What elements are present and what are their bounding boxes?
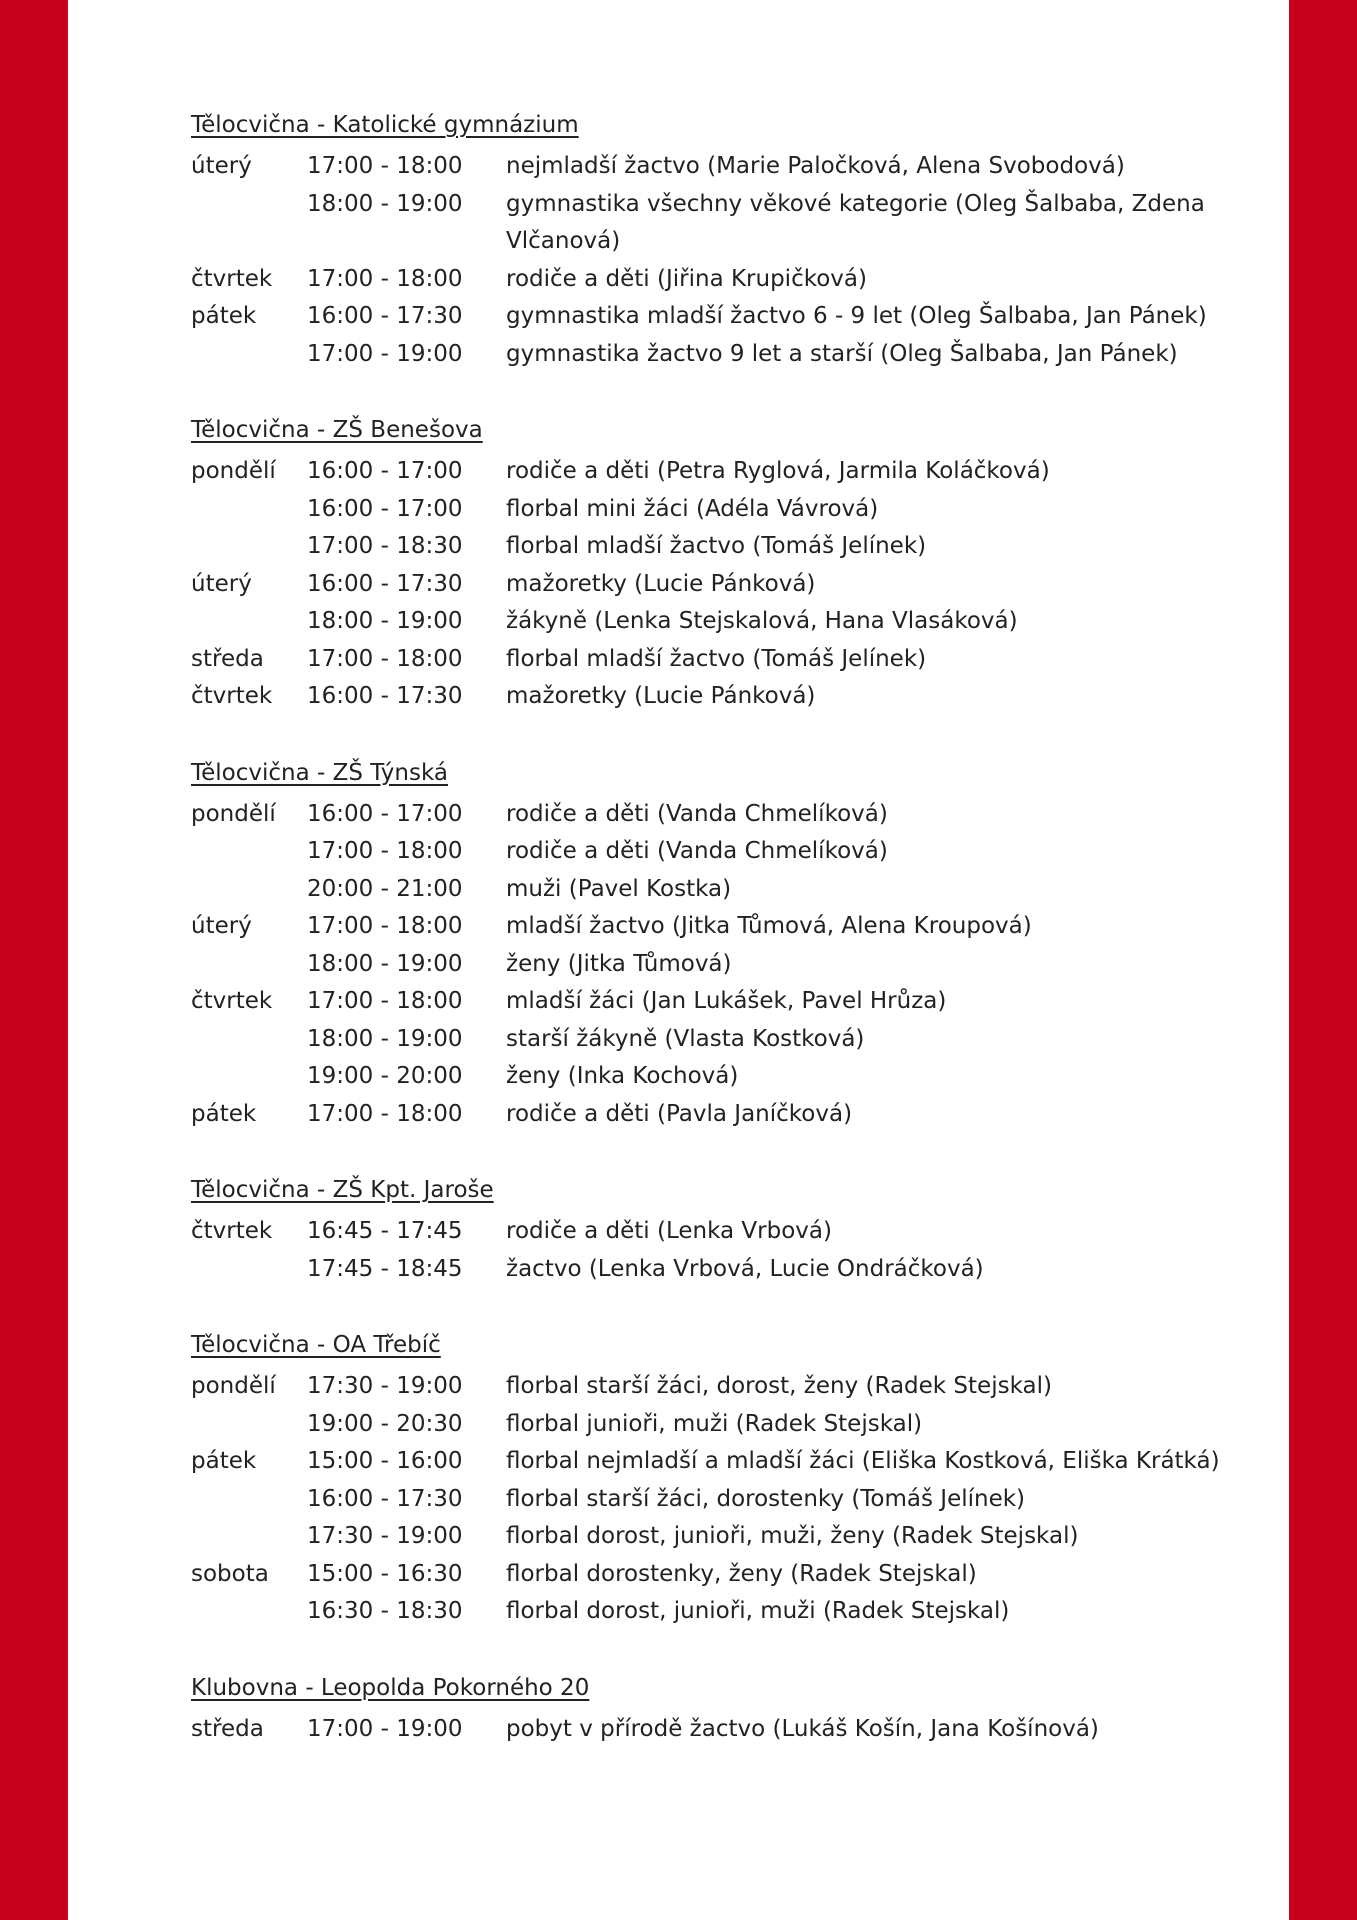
- description-cell: žactvo (Lenka Vrbová, Lucie Ondráčková): [506, 1255, 984, 1282]
- time-cell: 16:00 - 17:30: [307, 1485, 463, 1512]
- right-red-band: [1289, 0, 1357, 1920]
- schedule-row: [191, 1368, 1281, 1406]
- schedule-row: [191, 1481, 1281, 1519]
- description-cell: rodiče a děti (Lenka Vrbová): [506, 1218, 832, 1244]
- time-cell: 17:30 - 19:00: [307, 1523, 463, 1549]
- time-cell: 16:00 - 17:00: [307, 495, 463, 522]
- description-cell: florbal dorostenky, ženy (Radek Stejskal): [506, 1560, 977, 1587]
- day-cell: pátek: [191, 1448, 257, 1474]
- time-cell: 17:00 - 18:00: [307, 645, 463, 672]
- description-cell: žákyně (Lenka Stejskalová, Hana Vlasáková): [506, 608, 1018, 634]
- day-cell: sobota: [191, 1560, 269, 1587]
- day-cell: pondělí: [191, 1373, 276, 1399]
- description-cell: florbal mini žáci (Adéla Vávrová): [506, 495, 879, 522]
- time-cell: 17:00 - 18:00: [307, 838, 463, 864]
- schedule-row: [191, 336, 1281, 374]
- schedule-row: [191, 871, 1281, 909]
- time-cell: 16:00 - 17:00: [307, 458, 463, 484]
- schedule-row: [191, 946, 1281, 984]
- schedule-row: [191, 1096, 1281, 1134]
- schedule-row: [191, 566, 1281, 604]
- time-cell: 17:00 - 18:00: [307, 1100, 463, 1127]
- schedule-row: [191, 983, 1281, 1021]
- day-cell: pátek: [191, 303, 257, 329]
- description-cell: florbal dorost, junioři, muži, ženy (Radek Stejskal): [506, 1523, 1079, 1549]
- description-cell: mažoretky (Lucie Pánková): [506, 683, 816, 709]
- time-cell: 16:00 - 17:30: [307, 570, 463, 597]
- description-cell: mažoretky (Lucie Pánková): [506, 570, 816, 597]
- time-cell: 16:00 - 17:00: [307, 800, 463, 827]
- description-cell: rodiče a děti (Vanda Chmelíková): [506, 838, 888, 864]
- schedule-section: [191, 1177, 1281, 1288]
- time-cell: 20:00 - 21:00: [307, 875, 463, 902]
- time-cell: 18:00 - 19:00: [307, 608, 463, 634]
- schedule-row: [191, 1711, 1281, 1749]
- time-cell: 16:00 - 17:30: [307, 303, 463, 329]
- description-cell: pobyt v přírodě žactvo (Lukáš Košín, Jana Košínová): [506, 1715, 1099, 1742]
- description-cell: muži (Pavel Kostka): [506, 875, 732, 902]
- schedule-row: [191, 1213, 1281, 1251]
- schedule-row: [191, 1021, 1281, 1059]
- description-cell: ženy (Jitka Tůmová): [506, 950, 732, 977]
- description-cell: florbal dorost, junioři, muži (Radek Stejskal): [506, 1598, 1010, 1624]
- time-cell: 15:00 - 16:30: [307, 1560, 463, 1587]
- description-cell: ženy (Inka Kochová): [506, 1063, 739, 1089]
- time-cell: 16:00 - 17:30: [307, 683, 463, 709]
- description-cell: starší žákyně (Vlasta Kostková): [506, 1025, 865, 1052]
- schedule-section: [191, 1675, 1281, 1749]
- section-title: Tělocvična - ZŠ Benešova: [191, 417, 483, 443]
- schedule-row: [191, 1556, 1281, 1594]
- day-cell: středa: [191, 1715, 264, 1742]
- description-cell: gymnastika žactvo 9 let a starší (Oleg Šalbaba, Jan Pánek): [506, 340, 1178, 367]
- schedule-row: [191, 678, 1281, 716]
- left-red-band: [0, 0, 68, 1920]
- time-cell: 18:00 - 19:00: [307, 1025, 463, 1052]
- section-title: Tělocvična - ZŠ Týnská: [191, 759, 448, 786]
- description-cell: florbal mladší žactvo (Tomáš Jelínek): [506, 645, 927, 672]
- description-cell: rodiče a děti (Jiřina Krupičková): [506, 265, 867, 292]
- day-cell: čtvrtek: [191, 265, 273, 292]
- day-cell: úterý: [191, 570, 252, 597]
- day-cell: čtvrtek: [191, 988, 273, 1014]
- schedule-row: [191, 1443, 1281, 1481]
- time-cell: 19:00 - 20:30: [307, 1410, 463, 1437]
- schedule-section: [191, 112, 1281, 373]
- description-cell: nejmladší žactvo (Marie Paločková, Alena Svobodová): [506, 153, 1125, 179]
- time-cell: 17:00 - 18:00: [307, 265, 463, 292]
- schedule-row: [191, 528, 1281, 566]
- description-cell: florbal mladší žactvo (Tomáš Jelínek): [506, 533, 927, 559]
- time-cell: 17:45 - 18:45: [307, 1255, 463, 1282]
- day-cell: pondělí: [191, 800, 276, 827]
- time-cell: 17:00 - 18:00: [307, 988, 463, 1014]
- time-cell: 18:00 - 19:00: [307, 190, 463, 217]
- day-cell: čtvrtek: [191, 683, 273, 709]
- day-cell: čtvrtek: [191, 1218, 273, 1244]
- time-cell: 17:30 - 19:00: [307, 1373, 463, 1399]
- description-cell: gymnastika všechny věkové kategorie (Oleg Šalbaba, Zdena Vlčanová): [506, 190, 1205, 254]
- description-cell: mladší žáci (Jan Lukášek, Pavel Hrůza): [506, 988, 947, 1014]
- time-cell: 16:30 - 18:30: [307, 1598, 463, 1624]
- time-cell: 17:00 - 19:00: [307, 1715, 463, 1742]
- schedule-row: [191, 833, 1281, 871]
- description-cell: florbal starší žáci, dorost, ženy (Radek Stejskal): [506, 1373, 1052, 1399]
- description-cell: florbal nejmladší a mladší žáci (Eliška Kostková, Eliška Krátká): [506, 1448, 1220, 1474]
- description-cell: rodiče a děti (Pavla Janíčková): [506, 1100, 853, 1127]
- schedule-row: [191, 453, 1281, 491]
- schedule-row: [191, 298, 1281, 336]
- time-cell: 19:00 - 20:00: [307, 1063, 463, 1089]
- time-cell: 16:45 - 17:45: [307, 1218, 463, 1244]
- section-title: Klubovna - Leopolda Pokorného 20: [191, 1674, 590, 1701]
- schedule-section: [191, 1332, 1281, 1631]
- time-cell: 17:00 - 18:30: [307, 533, 463, 559]
- description-cell: florbal starší žáci, dorostenky (Tomáš Jelínek): [506, 1485, 1026, 1512]
- day-cell: středa: [191, 645, 264, 672]
- section-title: Tělocvična - Katolické gymnázium: [191, 112, 579, 138]
- description-cell: gymnastika mladší žactvo 6 - 9 let (Oleg Šalbaba, Jan Pánek): [506, 303, 1207, 329]
- time-cell: 17:00 - 18:00: [307, 913, 463, 939]
- description-cell: rodiče a děti (Petra Ryglová, Jarmila Koláčková): [506, 458, 1050, 484]
- day-cell: úterý: [191, 153, 252, 179]
- schedule-row: [191, 1593, 1281, 1631]
- time-cell: 15:00 - 16:00: [307, 1448, 463, 1474]
- schedule-row: [191, 261, 1281, 299]
- schedule-row: [191, 908, 1281, 946]
- schedule-row: [191, 1058, 1281, 1096]
- schedule-row: [191, 1406, 1281, 1444]
- description-cell: rodiče a děti (Vanda Chmelíková): [506, 800, 888, 827]
- schedule-section: [191, 417, 1281, 716]
- section-title: Tělocvična - OA Třebíč: [191, 1332, 441, 1358]
- schedule-row: [191, 186, 1281, 261]
- schedule-row: [191, 491, 1281, 529]
- schedule-row: [191, 148, 1281, 186]
- time-cell: 17:00 - 19:00: [307, 340, 463, 367]
- section-title: Tělocvična - ZŠ Kpt. Jaroše: [191, 1177, 494, 1203]
- day-cell: pátek: [191, 1100, 257, 1127]
- time-cell: 17:00 - 18:00: [307, 153, 463, 179]
- description-cell: mladší žactvo (Jitka Tůmová, Alena Kroupová): [506, 913, 1032, 939]
- day-cell: úterý: [191, 913, 252, 939]
- schedule-row: [191, 603, 1281, 641]
- schedule-content: [191, 112, 1281, 1792]
- schedule-row: [191, 1518, 1281, 1556]
- schedule-section: [191, 760, 1281, 1134]
- schedule-row: [191, 641, 1281, 679]
- day-cell: pondělí: [191, 458, 276, 484]
- description-cell: florbal junioři, muži (Radek Stejskal): [506, 1410, 923, 1437]
- schedule-row: [191, 796, 1281, 834]
- time-cell: 18:00 - 19:00: [307, 950, 463, 977]
- schedule-row: [191, 1251, 1281, 1289]
